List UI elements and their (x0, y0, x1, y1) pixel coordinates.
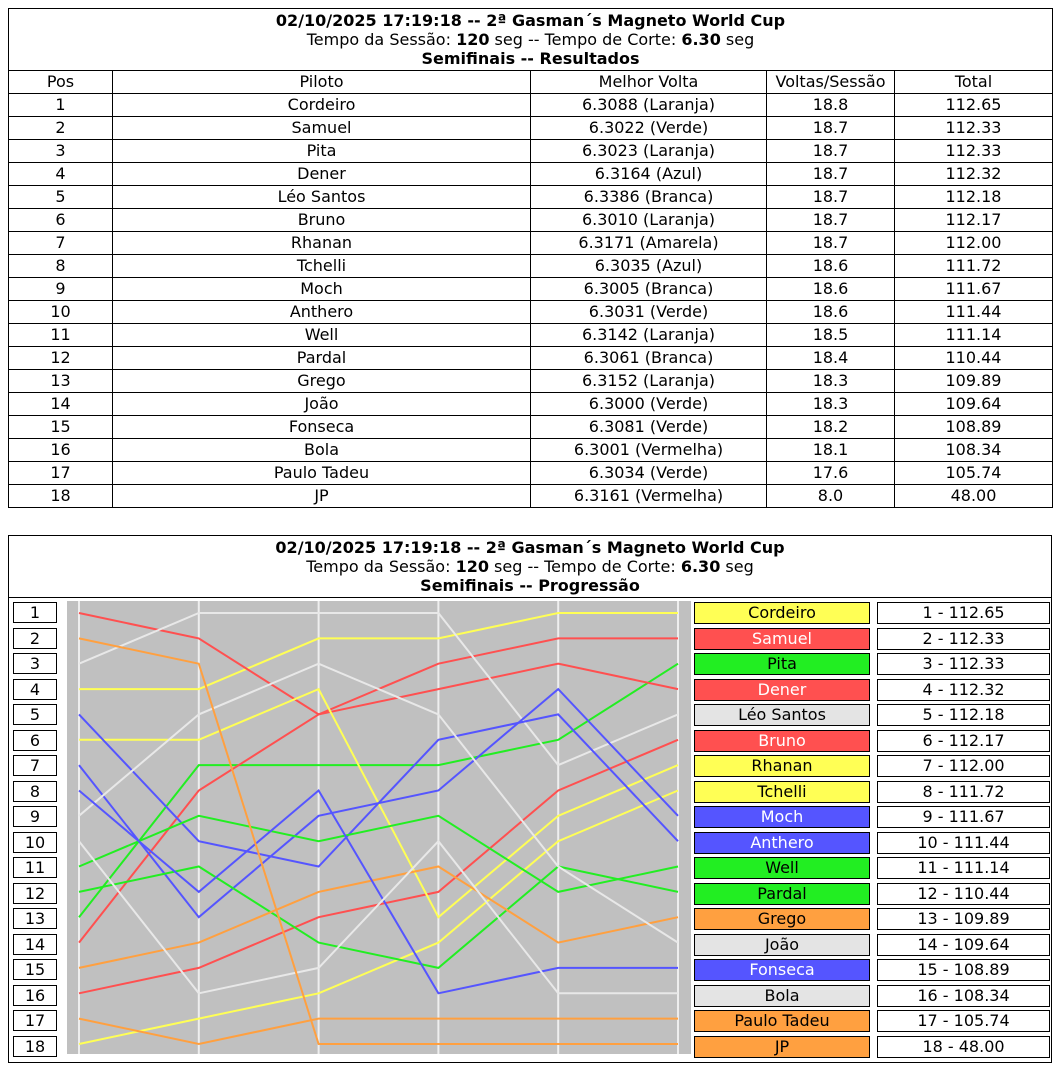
cell-pos: 11 (9, 324, 113, 347)
cell-pilot: Grego (113, 370, 531, 393)
results-title: 02/10/2025 17:19:18 -- 2ª Gasman´s Magneto World Cup (275, 11, 786, 30)
table-row (9, 347, 1053, 370)
cell-best: 6.3061 (Branca) (531, 347, 767, 370)
cell-total: 112.17 (895, 209, 1053, 232)
table-row (9, 393, 1053, 416)
position-label: 17 (13, 1010, 57, 1031)
cell-best: 6.3152 (Laranja) (531, 370, 767, 393)
position-label: 3 (13, 653, 57, 674)
cell-laps: 18.7 (767, 209, 895, 232)
cell-best: 6.3034 (Verde) (531, 462, 767, 485)
cell-pilot: Bruno (113, 209, 531, 232)
cell-pilot: Rhanan (113, 232, 531, 255)
cell-laps: 18.1 (767, 439, 895, 462)
legend-pilot-name: Anthero (694, 832, 870, 854)
position-label: 12 (13, 883, 57, 904)
cell-total: 112.32 (895, 163, 1053, 186)
cell-pos: 14 (9, 393, 113, 416)
position-label: 16 (13, 985, 57, 1006)
cell-pilot: Bola (113, 439, 531, 462)
cell-best: 6.3088 (Laranja) (531, 94, 767, 117)
legend-score: 1 - 112.65 (877, 602, 1050, 624)
legend-score: 3 - 112.33 (877, 653, 1050, 675)
column-header: Melhor Volta (531, 71, 767, 94)
legend-score: 8 - 111.72 (877, 781, 1050, 803)
cell-best: 6.3000 (Verde) (531, 393, 767, 416)
legend-score: 6 - 112.17 (877, 730, 1050, 752)
table-row (9, 301, 1053, 324)
cell-laps: 18.6 (767, 255, 895, 278)
legend-score: 15 - 108.89 (877, 959, 1050, 981)
legend-pilot-name: Paulo Tadeu (694, 1010, 870, 1032)
cell-best: 6.3022 (Verde) (531, 117, 767, 140)
cell-best: 6.3035 (Azul) (531, 255, 767, 278)
cell-total: 111.67 (895, 278, 1053, 301)
cell-pos: 18 (9, 485, 113, 508)
position-label: 13 (13, 908, 57, 929)
results-body (9, 94, 1053, 508)
position-label: 2 (13, 628, 57, 649)
legend-score: 5 - 112.18 (877, 704, 1050, 726)
legend-score: 16 - 108.34 (877, 985, 1050, 1007)
cell-best: 6.3142 (Laranja) (531, 324, 767, 347)
cell-best: 6.3023 (Laranja) (531, 140, 767, 163)
cell-best: 6.3171 (Amarela) (531, 232, 767, 255)
table-row (9, 485, 1053, 508)
cell-pilot: Tchelli (113, 255, 531, 278)
legend-score: 13 - 109.89 (877, 908, 1050, 930)
cell-laps: 18.4 (767, 347, 895, 370)
legend-score: 12 - 110.44 (877, 883, 1050, 905)
legend-pilot-name: João (694, 934, 870, 956)
cell-laps: 17.6 (767, 462, 895, 485)
legend-pilot-name: Bola (694, 985, 870, 1007)
table-row (9, 186, 1053, 209)
position-label: 11 (13, 857, 57, 878)
cell-laps: 18.3 (767, 370, 895, 393)
table-row (9, 278, 1053, 301)
legend-pilot-name: Bruno (694, 730, 870, 752)
legend-pilot-name: Fonseca (694, 959, 870, 981)
cell-pos: 3 (9, 140, 113, 163)
cell-laps: 18.6 (767, 278, 895, 301)
table-row (9, 117, 1053, 140)
cell-pos: 8 (9, 255, 113, 278)
cell-total: 111.44 (895, 301, 1053, 324)
position-label: 18 (13, 1036, 57, 1057)
progression-phase: Semifinais -- Progressão (420, 576, 640, 595)
cell-pos: 12 (9, 347, 113, 370)
cell-best: 6.3031 (Verde) (531, 301, 767, 324)
progression-session-info: Tempo da Sessão: 120 seg -- Tempo de Corte: 6.30 seg (306, 557, 754, 576)
cell-pilot: João (113, 393, 531, 416)
table-row (9, 462, 1053, 485)
table-row (9, 370, 1053, 393)
position-label: 14 (13, 934, 57, 955)
cell-pilot: Pardal (113, 347, 531, 370)
progression-chart (67, 601, 691, 1054)
legend-score: 17 - 105.74 (877, 1010, 1050, 1032)
progression-chart-svg (67, 601, 691, 1054)
cell-laps: 18.2 (767, 416, 895, 439)
cell-best: 6.3001 (Vermelha) (531, 439, 767, 462)
cell-best: 6.3386 (Branca) (531, 186, 767, 209)
position-label: 10 (13, 832, 57, 853)
cell-pilot: Dener (113, 163, 531, 186)
cell-laps: 18.7 (767, 117, 895, 140)
cell-pilot: Pita (113, 140, 531, 163)
position-label: 15 (13, 959, 57, 980)
cell-laps: 18.7 (767, 232, 895, 255)
legend-pilot-name: Pita (694, 653, 870, 675)
cell-pos: 15 (9, 416, 113, 439)
cell-total: 111.14 (895, 324, 1053, 347)
cell-pos: 2 (9, 117, 113, 140)
legend-pilot-name: Pardal (694, 883, 870, 905)
cell-pilot: Anthero (113, 301, 531, 324)
column-header: Piloto (113, 71, 531, 94)
cell-total: 109.89 (895, 370, 1053, 393)
position-label: 8 (13, 781, 57, 802)
cell-pilot: Moch (113, 278, 531, 301)
position-label: 9 (13, 806, 57, 827)
legend-score: 9 - 111.67 (877, 806, 1050, 828)
cell-pos: 9 (9, 278, 113, 301)
position-label: 5 (13, 704, 57, 725)
table-row (9, 416, 1053, 439)
legend-pilot-name: Rhanan (694, 755, 870, 777)
column-header: Total (895, 71, 1053, 94)
cell-best: 6.3161 (Vermelha) (531, 485, 767, 508)
cell-pilot: Well (113, 324, 531, 347)
cell-pilot: Fonseca (113, 416, 531, 439)
results-phase: Semifinais -- Resultados (421, 49, 640, 68)
table-row (9, 163, 1053, 186)
cell-laps: 18.8 (767, 94, 895, 117)
legend-pilot-name: Samuel (694, 628, 870, 650)
cell-pos: 4 (9, 163, 113, 186)
legend-pilot-name: Dener (694, 679, 870, 701)
table-row (9, 94, 1053, 117)
progression-panel (8, 535, 1052, 1063)
cell-total: 48.00 (895, 485, 1053, 508)
cell-total: 112.65 (895, 94, 1053, 117)
legend-pilot-name: Moch (694, 806, 870, 828)
table-row (9, 255, 1053, 278)
cell-pos: 17 (9, 462, 113, 485)
legend-score: 18 - 48.00 (877, 1036, 1050, 1058)
cell-total: 112.33 (895, 117, 1053, 140)
cell-pilot: JP (113, 485, 531, 508)
table-row (9, 324, 1053, 347)
cell-laps: 8.0 (767, 485, 895, 508)
results-table (8, 8, 1053, 508)
position-label: 1 (13, 602, 57, 623)
cell-laps: 18.3 (767, 393, 895, 416)
cell-total: 112.18 (895, 186, 1053, 209)
cell-laps: 18.7 (767, 140, 895, 163)
cell-total: 105.74 (895, 462, 1053, 485)
legend-pilot-name: JP (694, 1036, 870, 1058)
cell-pilot: Paulo Tadeu (113, 462, 531, 485)
legend-score: 4 - 112.32 (877, 679, 1050, 701)
cell-pilot: Samuel (113, 117, 531, 140)
cell-best: 6.3005 (Branca) (531, 278, 767, 301)
cell-laps: 18.7 (767, 186, 895, 209)
legend-score: 10 - 111.44 (877, 832, 1050, 854)
position-label: 7 (13, 755, 57, 776)
cell-total: 111.72 (895, 255, 1053, 278)
cell-total: 112.33 (895, 140, 1053, 163)
cell-laps: 18.6 (767, 301, 895, 324)
legend-pilot-name: Léo Santos (694, 704, 870, 726)
cell-laps: 18.5 (767, 324, 895, 347)
cell-pos: 6 (9, 209, 113, 232)
cell-pos: 1 (9, 94, 113, 117)
legend-score: 14 - 109.64 (877, 934, 1050, 956)
position-label: 4 (13, 679, 57, 700)
table-row (9, 232, 1053, 255)
legend-score: 11 - 111.14 (877, 857, 1050, 879)
table-row (9, 209, 1053, 232)
column-header: Voltas/Sessão (767, 71, 895, 94)
cell-total: 112.00 (895, 232, 1053, 255)
table-row (9, 140, 1053, 163)
cell-pos: 7 (9, 232, 113, 255)
cell-pos: 16 (9, 439, 113, 462)
progression-title: 02/10/2025 17:19:18 -- 2ª Gasman´s Magneto World Cup (275, 538, 785, 557)
cell-total: 110.44 (895, 347, 1053, 370)
cell-best: 6.3164 (Azul) (531, 163, 767, 186)
cell-best: 6.3010 (Laranja) (531, 209, 767, 232)
results-session-info: Tempo da Sessão: 120 seg -- Tempo de Corte: 6.30 seg (306, 30, 755, 49)
cell-pos: 10 (9, 301, 113, 324)
legend-pilot-name: Grego (694, 908, 870, 930)
cell-total: 109.64 (895, 393, 1053, 416)
table-row (9, 439, 1053, 462)
cell-best: 6.3081 (Verde) (531, 416, 767, 439)
results-panel (8, 8, 1052, 508)
legend-score: 7 - 112.00 (877, 755, 1050, 777)
column-header: Pos (9, 71, 113, 94)
legend-pilot-name: Cordeiro (694, 602, 870, 624)
cell-pos: 5 (9, 186, 113, 209)
cell-pilot: Cordeiro (113, 94, 531, 117)
progression-header (9, 536, 1051, 598)
cell-total: 108.34 (895, 439, 1053, 462)
cell-total: 108.89 (895, 416, 1053, 439)
legend-pilot-name: Tchelli (694, 781, 870, 803)
legend-pilot-name: Well (694, 857, 870, 879)
position-label: 6 (13, 730, 57, 751)
results-column-headers (9, 71, 1053, 94)
cell-pos: 13 (9, 370, 113, 393)
cell-laps: 18.7 (767, 163, 895, 186)
legend-score: 2 - 112.33 (877, 628, 1050, 650)
results-header (9, 9, 1053, 71)
cell-pilot: Léo Santos (113, 186, 531, 209)
